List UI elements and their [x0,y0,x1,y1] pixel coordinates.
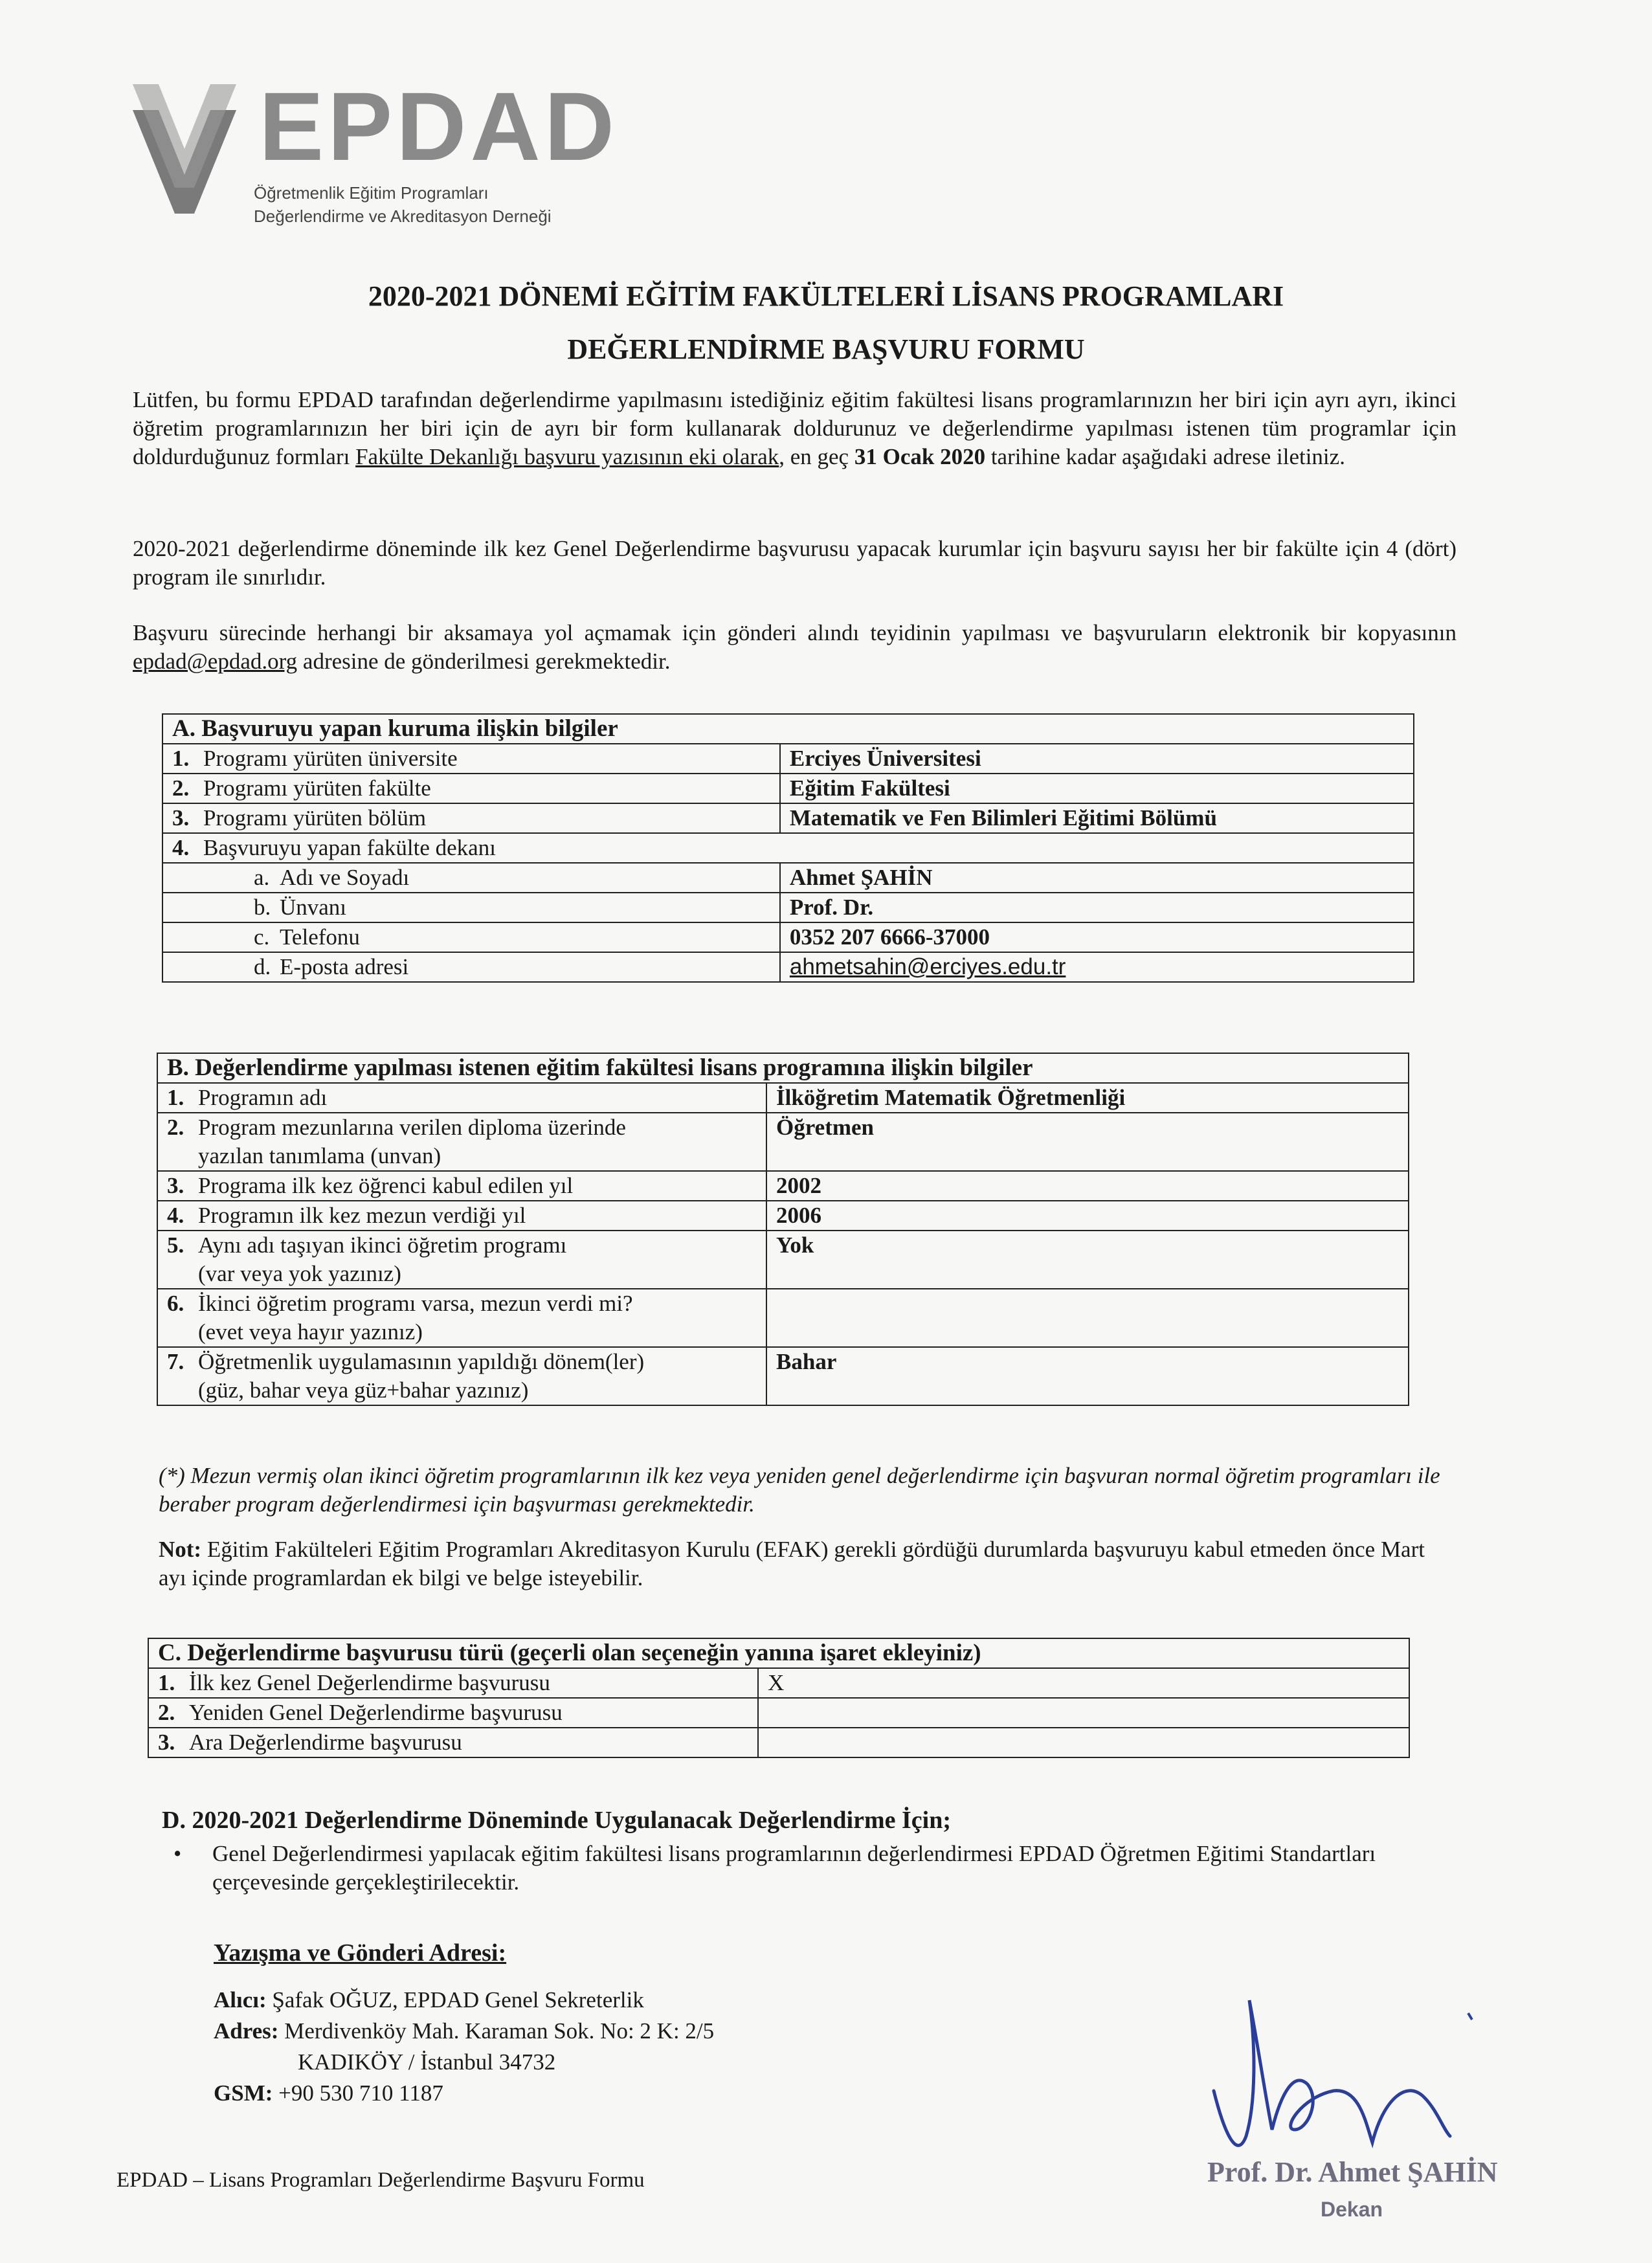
first-admission-year-value[interactable]: 2002 [766,1171,1409,1201]
row-label: 7. Öğretmenlik uygulamasının yapıldığı dönem(ler) (güz, bahar veya güz+bahar yazınız) [157,1347,766,1405]
row-label: 5. Aynı adı taşıyan ikinci öğretim programı (var veya yok yazınız) [157,1231,766,1289]
table-row [148,1698,1409,1728]
first-general-evaluation-checkbox[interactable]: X [758,1668,1409,1698]
diploma-title-value[interactable]: Öğretmen [766,1113,1409,1171]
row-label: d. E-posta adresi [162,952,780,982]
section-a-header: A. Başvuruyu yapan kuruma ilişkin bilgiler [162,714,1414,744]
epdad-logo-check-icon [133,84,236,214]
note-star: (*) Mezun vermiş olan ikinci öğretim programlarının ilk kez veya yeniden genel değerlendirme için başvuran normal öğretim programları ile beraber program değerlendirmesi için başvurması gerekmektedir. [159,1463,1440,1517]
table-row [162,833,1414,863]
address-heading: Yazışma ve Gönderi Adresi: [214,1939,507,1967]
section-c-table [148,1638,1410,1758]
document-title-line1: 2020-2021 DÖNEMİ EĞİTİM FAKÜLTELERİ LİSANS PROGRAMLARI [368,280,1284,312]
row-label: 3. Programa ilk kez öğrenci kabul edilen yıl [157,1171,766,1201]
table-row [157,1171,1409,1201]
contact-email-link[interactable]: epdad@epdad.org [133,649,298,674]
row-label: 1. İlk kez Genel Değerlendirme başvurusu [148,1668,758,1698]
section-a-table [162,713,1414,983]
address-block [214,1985,714,2109]
document-title-line2: DEĞERLENDİRME BAŞVURU FORMU [567,333,1085,365]
dean-title-value[interactable]: Prof. Dr. [780,893,1414,922]
row-label: 2. Yeniden Genel Değerlendirme başvurusu [148,1698,758,1728]
intro-underlined-text: Fakülte Dekanlığı başvuru yazısının eki olarak [355,444,779,469]
table-row [157,1289,1409,1347]
table-row [162,863,1414,893]
logo-subtitle [254,181,552,228]
deadline-date: 31 Ocak 2020 [854,444,986,469]
university-value[interactable]: Erciyes Üniversitesi [780,744,1414,774]
section-c-header: C. Değerlendirme başvurusu türü (geçerli olan seçeneğin yanına işaret ekleyiniz) [148,1638,1409,1668]
row-label: b. Ünvanı [162,893,780,922]
re-general-evaluation-checkbox[interactable] [758,1698,1409,1728]
address-line1: Adres: Merdivenköy Mah. Karaman Sok. No: 2 K: 2/5 [214,2018,715,2044]
section-d-bullet-text: Genel Değerlendirmesi yapılacak eğitim fakültesi lisans programlarının değerlendirmesi EPDAD Öğretmen Eğitimi Standartları çerçevesinde gerçekleştirilecektir. [212,1841,1376,1895]
table-row [148,1668,1409,1698]
dean-name-value[interactable]: Ahmet ŞAHİN [780,863,1414,893]
section-b-table [157,1053,1409,1406]
row-label: 3. Programı yürüten bölüm [162,803,780,833]
row-label: 1. Programın adı [157,1083,766,1113]
dean-email-value[interactable]: ahmetsahin@erciyes.edu.tr [780,952,1414,982]
note-label: Not: [159,1537,202,1562]
row-label: 2. Program mezunlarına verilen diploma üzerinde yazılan tanımlama (unvan) [157,1113,766,1171]
logo-wordmark: EPDAD [259,72,619,181]
section-d-header: D. 2020-2021 Değerlendirme Döneminde Uygulanacak Değerlendirme İçin; [162,1807,952,1834]
first-graduation-year-value[interactable]: 2006 [766,1201,1409,1231]
section-d-bullet [173,1840,1403,1897]
practicum-term-value[interactable]: Bahar [766,1347,1409,1405]
table-row [162,922,1414,952]
table-row [157,1347,1409,1405]
note-efak: Not: Eğitim Fakülteleri Eğitim Programları Akreditasyon Kurulu (EFAK) gerekli gördüğü durumlarda başvuruyu kabul etmeden önce Mart ayı içinde programlardan ek bilgi ve belge isteyebilir. [159,1537,1425,1590]
table-row [162,774,1414,803]
table-row [162,893,1414,922]
table-row [157,1113,1409,1171]
signatory-name: Prof. Dr. Ahmet ŞAHİN [1207,2156,1498,2188]
table-row [157,1083,1409,1113]
row-label: 6. İkinci öğretim programı varsa, mezun verdi mi? (evet veya hayır yazınız) [157,1289,766,1347]
gsm-line: GSM: +90 530 710 1187 [214,2080,443,2106]
signatory-title: Dekan [1321,2198,1383,2221]
row-label: a. Adı ve Soyadı [162,863,780,893]
table-row [148,1728,1409,1757]
dean-phone-value[interactable]: 0352 207 6666-37000 [780,922,1414,952]
second-program-graduated-value[interactable] [766,1289,1409,1347]
recipient-line: Alıcı: Şafak OĞUZ, EPDAD Genel Sekreterlik [214,1987,644,2012]
table-row [157,1231,1409,1289]
table-row [157,1201,1409,1231]
table-row [162,952,1414,982]
page-footer: EPDAD – Lisans Programları Değerlendirme Başvuru Formu [117,2168,645,2192]
second-program-value[interactable]: Yok [766,1231,1409,1289]
row-label: 3. Ara Değerlendirme başvurusu [148,1728,758,1757]
faculty-value[interactable]: Eğitim Fakültesi [780,774,1414,803]
intro-paragraph-3: Başvuru sürecinde herhangi bir aksamaya yol açmamak için gönderi alındı teyidinin yapılması ve başvuruların elektronik bir kopyasının epdad@epdad.org adresine de gönderilmesi gerekmektedir. [133,620,1457,674]
interim-evaluation-checkbox[interactable] [758,1728,1409,1757]
intro-paragraph-2: 2020-2021 değerlendirme döneminde ilk kez Genel Değerlendirme başvurusu yapacak kurumlar için başvuru sayısı her bir fakülte için 4 (dört) program ile sınırlıdır. [133,536,1457,590]
bullet-icon: • [173,1841,182,1866]
row-label: c. Telefonu [162,922,780,952]
section-b-header: B. Değerlendirme yapılması istenen eğitim fakültesi lisans programına ilişkin bilgiler [157,1053,1409,1083]
row-label: 2. Programı yürüten fakülte [162,774,780,803]
address-line2: KADIKÖY / İstanbul 34732 [298,2049,556,2075]
row-label: 4. Başvuruyu yapan fakülte dekanı [162,833,1414,863]
department-value[interactable]: Matematik ve Fen Bilimleri Eğitimi Bölümü [780,803,1414,833]
logo-subtitle-line2: Değerlendirme ve Akreditasyon Derneği [254,206,552,226]
intro-paragraph-1: Lütfen, bu formu EPDAD tarafından değerlendirme yapılmasını istediğiniz eğitim fakültesi lisans programlarınızın her biri için ayrı ayrı, ikinci öğretim programlarınızın her biri için de ayrı bir form kullanarak doldurunuz ve değerlendirme yapılması istenen tüm programlar için doldurduğunuz formları Fakülte Dekanlığı başvuru yazısının eki olarak, en geç 31 Ocak 2020 tarihine kadar aşağıdaki adrese iletiniz. [133,387,1457,469]
row-label: 4. Programın ilk kez mezun verdiği yıl [157,1201,766,1231]
handwritten-signature-icon [1211,1974,1502,2168]
table-row [162,744,1414,774]
table-row [162,803,1414,833]
logo-subtitle-line1: Öğretmenlik Eğitim Programları [254,183,489,203]
program-name-value[interactable]: İlköğretim Matematik Öğretmenliği [766,1083,1409,1113]
row-label: 1. Programı yürüten üniversite [162,744,780,774]
